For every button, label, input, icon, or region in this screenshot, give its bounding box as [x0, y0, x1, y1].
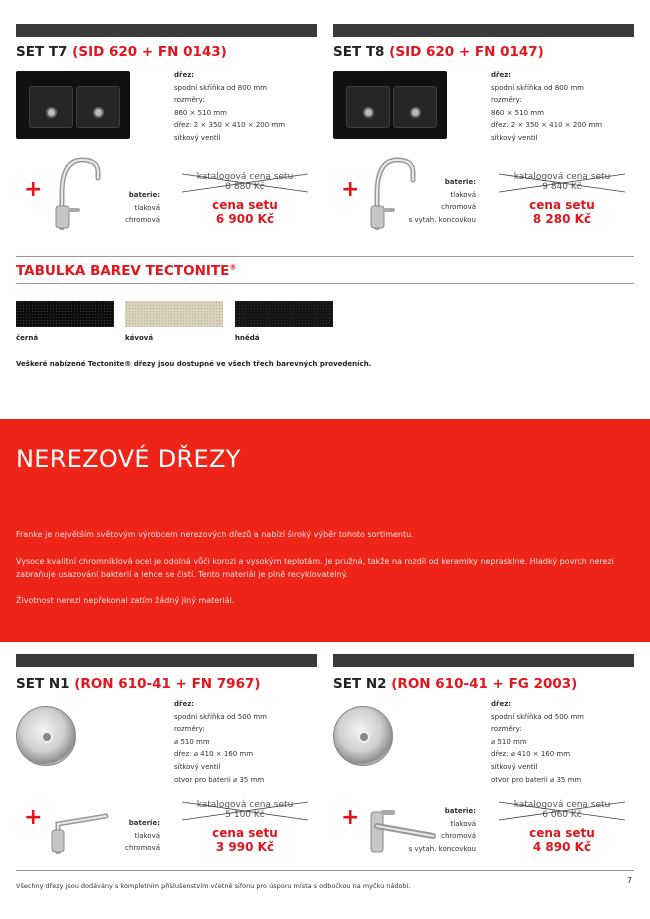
set-price: 6 900 Kč [215, 212, 275, 226]
set-name: SET N2 [333, 676, 387, 692]
stainless-paragraph: Životnost nerezi nepřekonal zatím žádný jiný materiál. [16, 596, 235, 605]
set-title [16, 676, 261, 692]
price-block [182, 172, 308, 226]
set-name: SET N1 [16, 676, 70, 692]
set-code: (RON 610-41 + FN 7967) [74, 676, 261, 692]
set-code: (SID 620 + FN 0143) [72, 44, 227, 60]
set-price: 4 890 Kč [532, 840, 592, 854]
set-price-label: cena setu [212, 198, 278, 212]
section-bar [16, 24, 317, 37]
set-price-label: cena setu [529, 198, 595, 212]
strike-lines [182, 172, 308, 194]
sink-spec: dřez: spodní skříňka od 500 mm rozměry: ⌀ 510 mm dřez: ⌀ 410 × 160 mm sítkový ventil otvor pro baterii ⌀ 35 mm [491, 700, 585, 784]
set-code: (RON 610-41 + FG 2003) [391, 676, 578, 692]
divider [16, 256, 634, 257]
catalog-price: 9 840 Kč [542, 182, 582, 192]
battery-spec: baterie: tlaková chromová [125, 819, 160, 852]
round-sink-image [333, 706, 393, 766]
battery-spec: baterie: tlaková chromová s vytah. koncovkou [408, 178, 476, 224]
catalog-price: 6 060 Kč [542, 810, 582, 820]
strike-lines [182, 800, 308, 822]
battery-spec: baterie: tlaková chromová [125, 191, 160, 224]
plus-icon: + [341, 177, 360, 202]
swatch-label: černá [16, 334, 39, 342]
set-title [333, 44, 544, 60]
color-table-title: TABULKA BAREV TECTONITE® [16, 263, 237, 279]
set-price-label: cena setu [212, 826, 278, 840]
price-block [499, 172, 625, 226]
double-sink-image [333, 71, 447, 139]
set-price: 8 280 Kč [532, 212, 592, 226]
plus-icon: + [24, 177, 43, 202]
catalog-price-label: katalogová cena setu [513, 800, 611, 810]
section-bar [333, 654, 634, 667]
set-price-label: cena setu [529, 826, 595, 840]
catalog-price: 8 880 Kč [225, 182, 265, 192]
set-price: 3 990 Kč [215, 840, 275, 854]
swatch-label: kávová [125, 334, 154, 342]
swatch-label: hnědá [235, 334, 260, 342]
price-block [182, 800, 308, 854]
sink-spec: dřez: spodní skříňka od 500 mm rozměry: ⌀ 510 mm dřez: ⌀ 410 × 160 mm sítkový ventil otvor pro baterii ⌀ 35 mm [174, 700, 268, 784]
catalog-price: 5 100 Kč [225, 810, 265, 820]
plus-icon: + [341, 805, 360, 830]
set-code: (SID 620 + FN 0147) [389, 44, 544, 60]
set-title [333, 676, 577, 692]
section-bar [333, 24, 634, 37]
catalog-price-label: katalogová cena setu [196, 172, 294, 182]
double-sink-image [16, 71, 130, 139]
battery-spec: baterie: tlaková chromová s vytah. koncovkou [408, 807, 476, 853]
swatch-black [16, 301, 114, 327]
set-title [16, 44, 227, 60]
stainless-paragraph: Vysoce kvalitní chromniklová ocel je odolná vůči korozi a vysokým teplotám. Je pružná, takže na rozdíl od keramiky neprasklne. Hladký povrch nerezi zabraňuje usazování bakterií a lehce se čistí. Tento materiál je plně recyklovatelný. [16, 557, 614, 579]
divider [16, 283, 634, 284]
color-note: Veškeré nabízené Tectonite® dřezy jsou dostupné ve všech třech barevných provedeních. [16, 360, 372, 368]
footer-note: Všechny dřezy jsou dodávány s kompletním příslušenstvím včetně sifonu pro úsporu místa s odbočkou na myčku nádobí. [16, 882, 411, 890]
set-name: SET T8 [333, 44, 385, 60]
catalog-price-label: katalogová cena setu [196, 800, 294, 810]
section-bar [16, 654, 317, 667]
strike-lines [499, 800, 625, 822]
sink-spec: dřez: spodní skříňka od 800 mm rozměry: 860 × 510 mm dřez: 2 × 350 × 410 × 200 mm sítkový ventil [174, 71, 286, 142]
sink-spec: dřez: spodní skříňka od 800 mm rozměry: 860 × 510 mm dřez: 2 × 350 × 410 × 200 mm sítkový ventil [491, 71, 603, 142]
set-name: SET T7 [16, 44, 68, 60]
divider [16, 870, 634, 871]
faucet-image [52, 154, 104, 230]
price-block [499, 800, 625, 854]
stainless-paragraph: Franke je největším světovým výrobcem nerezových dřezů a nabízí široký výběr tohoto sortimentu. [16, 530, 414, 539]
round-sink-image [16, 706, 76, 766]
swatch-brown [235, 301, 333, 327]
swatch-coffee [125, 301, 223, 327]
page-number: 7 [627, 876, 633, 885]
catalog-price-label: katalogová cena setu [513, 172, 611, 182]
strike-lines [499, 172, 625, 194]
plus-icon: + [24, 805, 43, 830]
stainless-title: NEREZOVÉ DŘEZY [16, 445, 241, 473]
